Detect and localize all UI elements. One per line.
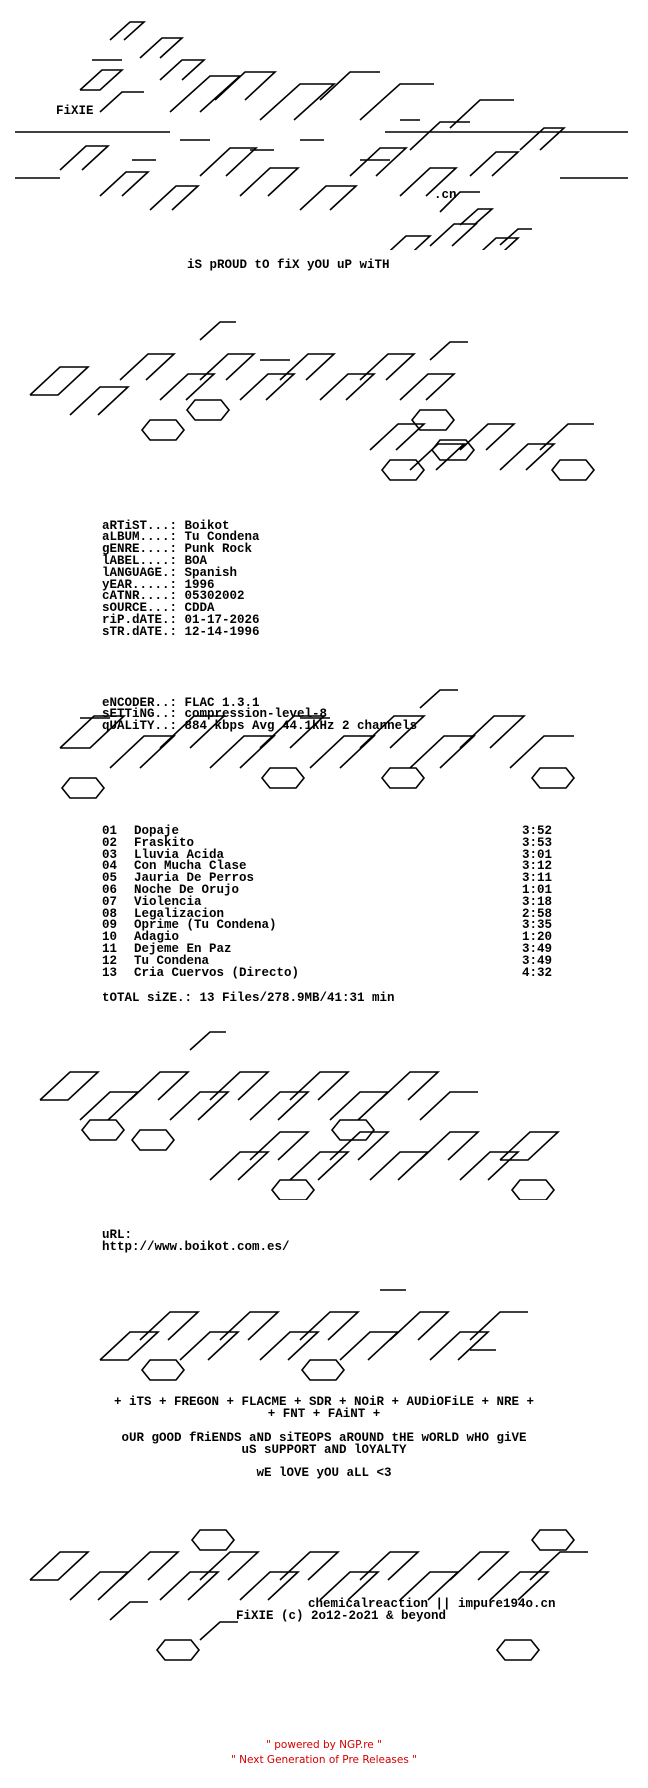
track-num: 01 (102, 824, 118, 838)
track-title: Dejeme En Paz (134, 941, 232, 956)
track-title: Oprime (Tu Condena) (134, 918, 277, 933)
track-row (102, 965, 552, 980)
info-value: 884 kbps Avg 44.1kHz 2 channels (184, 719, 418, 734)
track-time: 3:53 (521, 835, 552, 850)
footer-powered-by: " powered by NGP.re " (266, 1739, 382, 1751)
track-num: 04 (102, 859, 118, 874)
track-time: 3:35 (521, 918, 552, 933)
info-value: 01-17-2026 (184, 612, 260, 627)
info-label: lANGUAGE.: (102, 565, 178, 580)
art-block-5 (0, 1270, 648, 1390)
track-time: 3:49 (521, 953, 552, 968)
tracklist (102, 826, 552, 979)
logo-site: .cn (434, 188, 457, 202)
info-value: Boikot (184, 518, 230, 533)
track-title: Dopaje (134, 824, 180, 838)
track-num: 05 (102, 871, 118, 886)
groups-line-2: + FNT + FAiNT + (267, 1407, 381, 1421)
credits-line-1: chemicalreaction || impure194o.cn (308, 1597, 556, 1611)
track-title: Legalizacion (134, 906, 225, 921)
track-title: Cria Cuervos (Directo) (134, 965, 300, 980)
groups-line-1: + iTS + FREGON + FLACME + SDR + NOiR + AUDiOFiLE + NRE + (113, 1395, 535, 1409)
info-label: sETTiNG..: (102, 707, 178, 722)
info-label: qUALiTY..: (102, 719, 178, 734)
art-block-4 (0, 1020, 648, 1200)
track-time: 3:01 (521, 847, 552, 862)
track-num: 09 (102, 918, 118, 933)
track-title: Violencia (134, 894, 202, 909)
track-num: 13 (102, 965, 118, 980)
info-value: Punk Rock (184, 542, 253, 557)
track-time: 3:52 (521, 824, 552, 838)
info-label: gENRE....: (102, 542, 178, 557)
url-link[interactable]: http://www.boikot.com.es/ (102, 1240, 290, 1254)
info-value: FLAC 1.3.1 (184, 695, 260, 710)
intro-text: iS pROUD tO fiX yOU uP wiTH (187, 258, 390, 272)
track-num: 08 (102, 906, 118, 921)
track-num: 12 (102, 953, 118, 968)
track-time: 3:18 (521, 894, 552, 909)
art-block-2 (0, 300, 648, 490)
info-label: lABEL....: (102, 553, 178, 568)
logo-tag: FiXIE (56, 104, 94, 118)
footer-tagline: " Next Generation of Pre Releases " (230, 1754, 418, 1766)
info-label: aRTiST...: (102, 518, 178, 533)
track-title: Lluvia Acida (134, 847, 225, 862)
info-value: Tu Condena (184, 530, 260, 545)
track-num: 10 (102, 930, 118, 945)
info-value: 1996 (184, 577, 215, 592)
info-label: sTR.dATE.: (102, 624, 178, 639)
credits-line-2: FiXIE (c) 2o12-2o21 & beyond (236, 1609, 447, 1623)
info-value: 12-14-1996 (184, 624, 260, 639)
info-label: sOURCE...: (102, 601, 178, 616)
track-num: 02 (102, 835, 118, 850)
track-title: Noche De Orujo (134, 882, 240, 897)
info-label: yEAR.....: (102, 577, 178, 592)
info-label: cATNR....: (102, 589, 178, 604)
track-title: Con Mucha Clase (134, 859, 247, 874)
track-num: 11 (102, 941, 118, 956)
love-line: wE lOVE yOU aLL <3 (256, 1466, 392, 1480)
track-time: 3:12 (521, 859, 552, 874)
art-block-3 (0, 678, 648, 813)
info-value: 05302002 (184, 589, 245, 604)
track-title: Jauria De Perros (134, 871, 255, 886)
info-label: eNCODER..: (102, 695, 178, 710)
track-time: 4:32 (521, 965, 552, 980)
track-time: 1:01 (521, 882, 552, 897)
track-num: 03 (102, 847, 118, 862)
thanks-line-2: uS sUPPORT aND lOYALTY (241, 1443, 407, 1457)
track-title: Fraskito (134, 835, 195, 850)
art-block-6 (0, 1500, 648, 1670)
info-value: BOA (184, 553, 208, 568)
total-size: tOTAL siZE.: 13 Files/278.9MB/41:31 min (102, 991, 395, 1005)
track-title: Adagio (134, 930, 180, 945)
info-value: compression-level-8 (184, 707, 328, 722)
header-logo-art (0, 0, 648, 250)
track-time: 1:20 (521, 930, 552, 945)
track-title: Tu Condena (134, 953, 210, 968)
info-value: Spanish (184, 565, 238, 580)
info-row (102, 624, 417, 639)
track-time: 3:11 (521, 871, 552, 886)
thanks-line-1: oUR gOOD fRiENDS aND siTEOPS aROUND tHE wORLD wHO giVE (121, 1431, 527, 1445)
track-time: 3:49 (521, 941, 552, 956)
info-label: riP.dATE.: (102, 612, 178, 627)
info-value: CDDA (184, 601, 215, 616)
track-time: 2:58 (521, 906, 552, 921)
url-label: uRL: (102, 1228, 133, 1242)
track-num: 06 (102, 882, 118, 897)
track-num: 07 (102, 894, 118, 909)
info-label: aLBUM....: (102, 530, 178, 545)
